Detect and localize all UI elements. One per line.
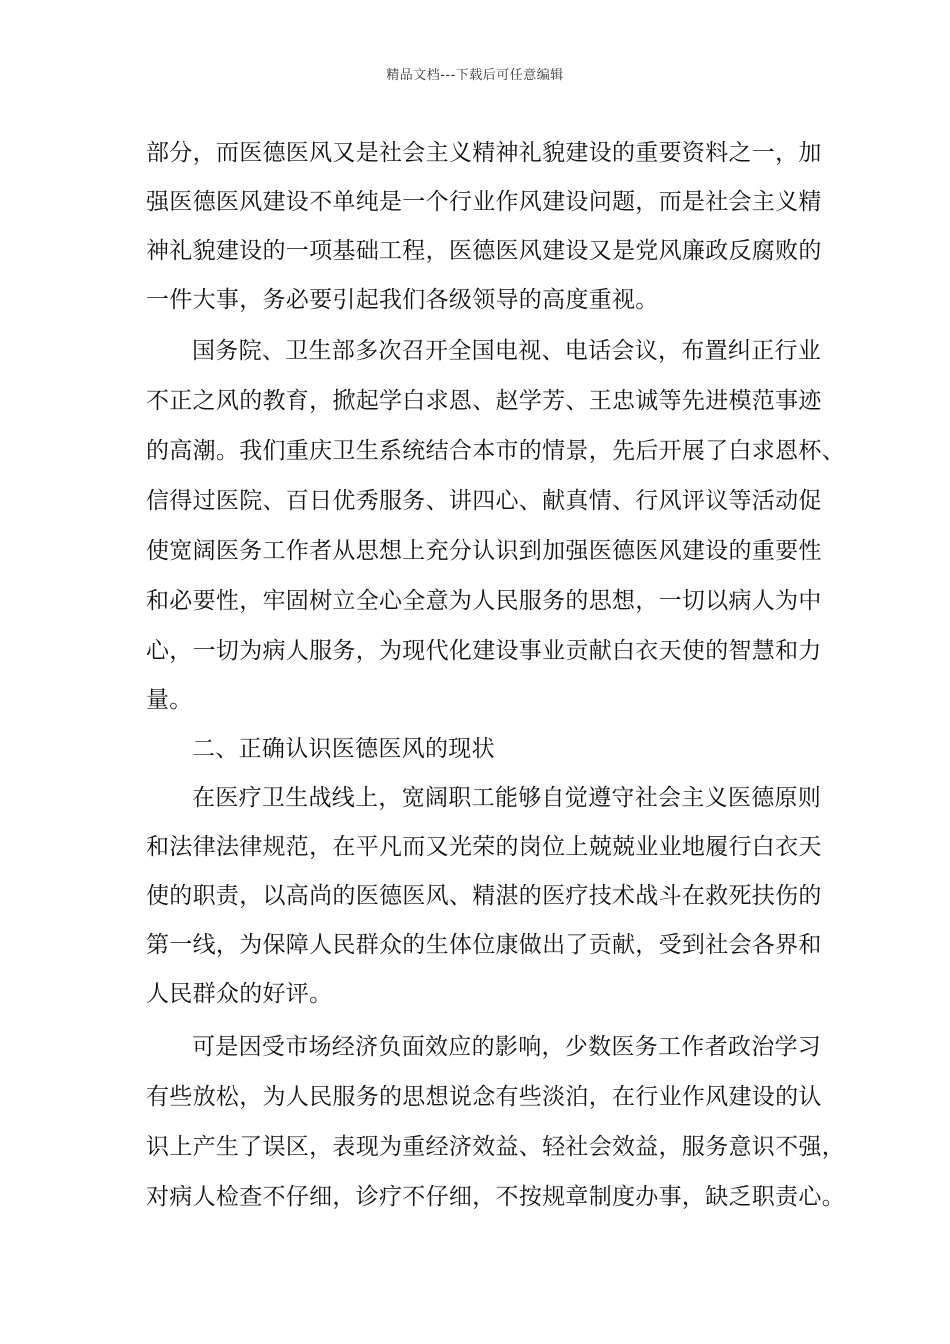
text-line: 识上产生了误区，表现为重经济效益、轻社会效益，服务意识不强，: [146, 1134, 845, 1160]
text-line: 和必要性，牢固树立全心全意为人民服务的思想，一切以病人为中: [146, 588, 822, 614]
text-line: 人民群众的好评。: [146, 981, 333, 1007]
text-line: 使宽阔医务工作者从思想上充分认识到加强医德医风建设的重要性: [146, 538, 822, 564]
page-header: 精品文档---下载后可任意编辑: [386, 68, 564, 83]
text-line: 心，一切为病人服务，为现代化建设事业贡献白衣天使的智慧和力: [146, 638, 822, 664]
text-line: 第一线，为保障人民群众的生体位康做出了贡献，受到社会各界和: [146, 932, 822, 958]
text-line: 一件大事，务必要引起我们各级领导的高度重视。: [146, 287, 659, 313]
paragraph-first-line: 在医疗卫生战线上，宽阔职工能够自觉遵守社会主义医德原则: [192, 785, 822, 811]
paragraph-first-line: 国务院、卫生部多次召开全国电视、电话会议，布置纠正行业: [192, 338, 822, 364]
section-heading: 二、正确认识医德医风的现状: [192, 736, 495, 762]
text-line: 的高潮。我们重庆卫生系统结合本市的情景，先后开展了白求恩杯、: [146, 438, 845, 464]
text-line: 部分，而医德医风又是社会主义精神礼貌建设的重要资料之一，加: [146, 140, 822, 166]
text-line: 对病人检查不仔细，诊疗不仔细，不按规章制度办事，缺乏职责心。: [146, 1184, 845, 1210]
text-line: 和法律法律规范，在平凡而又光荣的岗位上兢兢业业地履行白衣天: [146, 834, 822, 860]
text-line: 强医德医风建设不单纯是一个行业作风建设问题，而是社会主义精: [146, 189, 822, 215]
text-line: 有些放松，为人民服务的思想说念有些淡泊，在行业作风建设的认: [146, 1084, 822, 1110]
paragraph-first-line: 可是因受市场经济负面效应的影响，少数医务工作者政治学习: [192, 1034, 822, 1060]
text-line: 使的职责，以高尚的医德医风、精湛的医疗技术战斗在救死扶伤的: [146, 883, 822, 909]
text-line: 量。: [146, 687, 193, 713]
text-line: 不正之风的教育，掀起学白求恩、赵学芳、王忠诚等先进模范事迹: [146, 388, 822, 414]
text-line: 信得过医院、百日优秀服务、讲四心、献真情、行风评议等活动促: [146, 488, 822, 514]
text-line: 神礼貌建设的一项基础工程，医德医风建设又是党风廉政反腐败的: [146, 238, 822, 264]
